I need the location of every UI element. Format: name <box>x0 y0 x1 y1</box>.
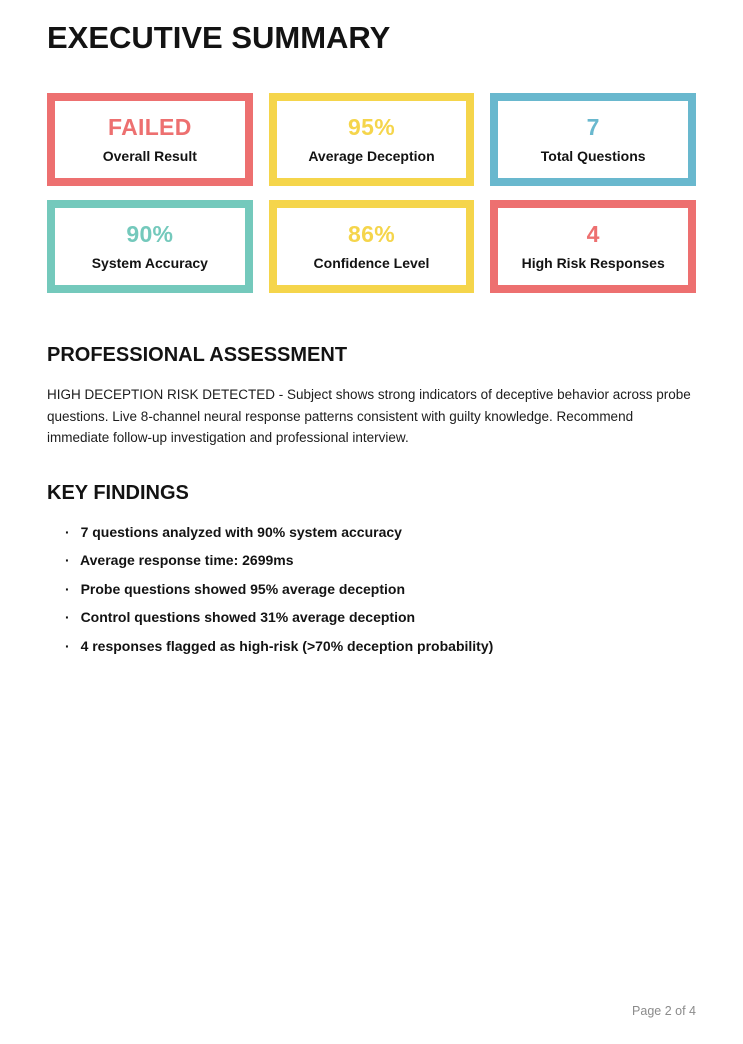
stat-label: Overall Result <box>102 148 197 164</box>
stat-label: Average Deception <box>308 148 435 164</box>
stat-label: Confidence Level <box>313 255 430 271</box>
stat-value: 4 <box>586 221 600 247</box>
key-findings-heading: KEY FINDINGS <box>47 481 189 504</box>
assessment-body: HIGH DECEPTION RISK DETECTED - Subject shows strong indicators of deceptive behavior across probe questions. Live 8-channel neural response patterns consistent with guilty knowledge. Recommend immediate follow-up investigation and professional interview. <box>47 387 691 445</box>
stat-card <box>47 200 253 293</box>
stat-card <box>269 200 475 293</box>
key-finding-item <box>65 603 696 632</box>
key-finding-text: Probe questions showed 95% average deception <box>80 580 405 597</box>
stat-card <box>490 200 696 293</box>
page-number: Page 2 of 4 <box>632 1004 696 1018</box>
key-finding-text: Control questions showed 31% average deception <box>80 609 416 625</box>
stat-value: 86% <box>348 221 395 247</box>
stat-label: System Accuracy <box>91 255 208 271</box>
stat-label: High Risk Responses <box>521 255 665 271</box>
assessment-section <box>47 343 696 449</box>
bullet-icon: · <box>65 637 70 654</box>
stat-cards-grid <box>47 93 696 293</box>
key-finding-text: 7 questions analyzed with 90% system accuracy <box>80 523 402 540</box>
stat-label: Total Questions <box>540 148 646 164</box>
key-finding-item <box>65 518 696 547</box>
stat-value: 7 <box>586 114 600 140</box>
key-finding-item <box>65 575 696 604</box>
stat-card <box>490 93 696 186</box>
key-finding-item <box>65 546 696 575</box>
page-title: EXECUTIVE SUMMARY <box>47 20 391 55</box>
assessment-heading: PROFESSIONAL ASSESSMENT <box>47 344 348 366</box>
key-findings-list <box>47 518 696 661</box>
bullet-icon: · <box>65 609 70 625</box>
stat-value: 95% <box>348 114 395 140</box>
bullet-icon: · <box>65 523 70 540</box>
key-finding-text: 4 responses flagged as high-risk (>70% deception probability) <box>80 637 494 654</box>
key-finding-text: Average response time: 2699ms <box>80 552 294 568</box>
bullet-icon: · <box>65 580 70 597</box>
bullet-icon: · <box>65 552 70 568</box>
key-finding-item <box>65 632 696 661</box>
stat-value: FAILED <box>108 114 192 140</box>
stat-card <box>269 93 475 186</box>
stat-card <box>47 93 253 186</box>
key-findings-section <box>47 481 696 661</box>
stat-value: 90% <box>126 221 174 247</box>
